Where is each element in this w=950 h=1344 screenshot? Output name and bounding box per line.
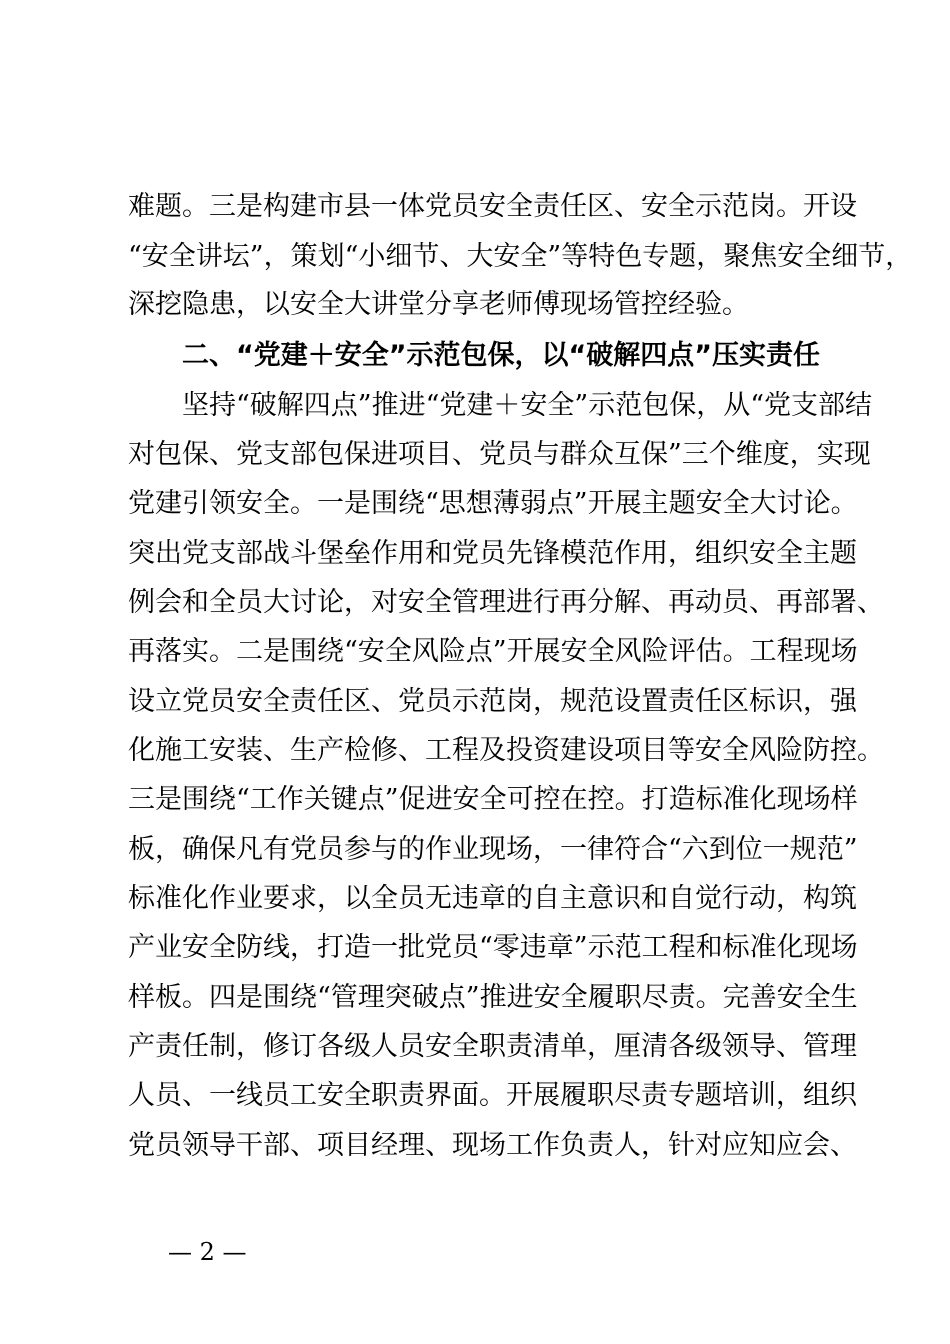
paragraph2-line-9: 三是围绕“工作关键点”促进安全可控在控。打造标准化现场样 [128, 784, 858, 815]
paragraph2-line-6: 再落实。二是围绕“安全风险点”开展安全风险评估。工程现场 [128, 636, 858, 667]
page-number: — 2 — [168, 1238, 247, 1266]
paragraph1-line-3: 深挖隐患，以安全大讲堂分享老师傅现场管控经验。 [128, 289, 749, 320]
paragraph2-line-12: 产业安全防线，打造一批党员“零违章”示范工程和标准化现场 [128, 932, 858, 963]
paragraph1-line-1: 难题。三是构建市县一体党员安全责任区、安全示范岗。开设 [128, 191, 857, 222]
paragraph2-line-5: 例会和全员大讨论，对安全管理进行再分解、再动员、再部署、 [128, 587, 884, 618]
paragraph2-line-4: 突出党支部战斗堡垒作用和党员先锋模范作用，组织安全主题 [128, 538, 857, 569]
paragraph2-line-11: 标准化作业要求，以全员无违章的自主意识和自觉行动，构筑 [128, 883, 857, 914]
paragraph2-line-15: 人员、一线员工安全职责界面。开展履职尽责专题培训，组织 [128, 1080, 857, 1111]
paragraph2-line-7: 设立党员安全责任区、党员示范岗，规范设置责任区标识，强 [128, 686, 857, 717]
section-heading: 二、“党建＋安全”示范包保，以“破解四点”压实责任 [182, 340, 820, 371]
paragraph2-line-13: 样板。四是围绕“管理突破点”推进安全履职尽责。完善安全生 [128, 982, 858, 1013]
paragraph2-line-2: 对包保、党支部包保进项目、党员与群众互保”三个维度，实现 [128, 439, 871, 470]
paragraph2-line-14: 产责任制，修订各级人员安全职责清单，厘清各级领导、管理 [128, 1031, 857, 1062]
paragraph2-line-1: 坚持“破解四点”推进“党建＋安全”示范包保，从“党支部结 [182, 390, 873, 421]
paragraph2-line-8: 化施工安装、生产检修、工程及投资建设项目等安全风险防控。 [128, 735, 884, 766]
paragraph2-line-3: 党建引领安全。一是围绕“思想薄弱点”开展主题安全大讨论。 [128, 488, 858, 519]
paragraph2-line-10: 板，确保凡有党员参与的作业现场，一律符合“六到位一规范” [128, 834, 858, 865]
paragraph2-line-16: 党员领导干部、项目经理、现场工作负责人，针对应知应会、 [128, 1130, 857, 1161]
paragraph1-line-2: “安全讲坛”，策划“小细节、大安全”等特色专题，聚焦安全细节， [128, 241, 913, 272]
